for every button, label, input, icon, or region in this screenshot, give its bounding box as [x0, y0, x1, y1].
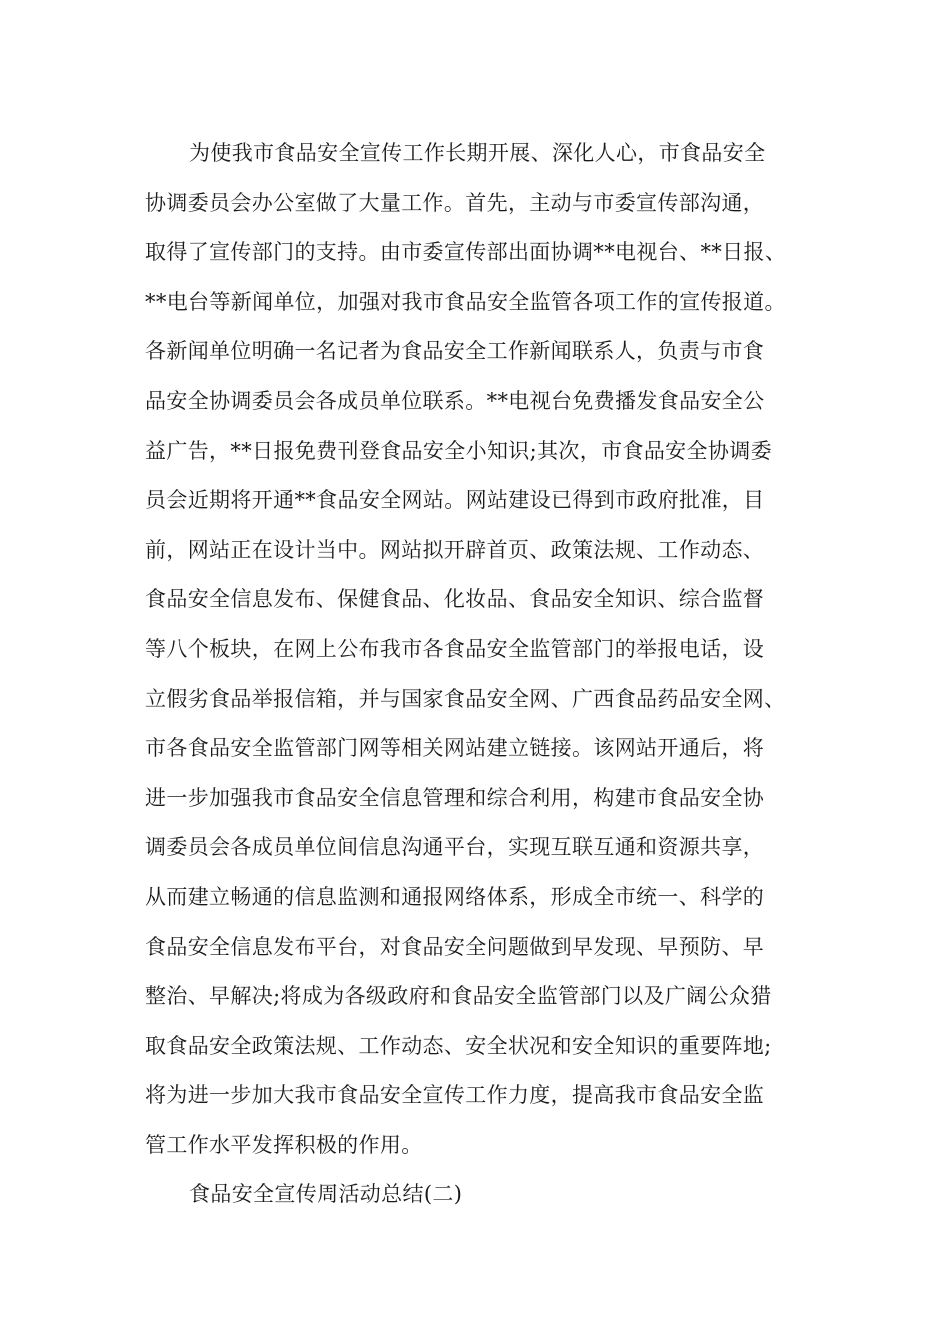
text-line: 将为进一步加大我市食品安全宣传工作力度，提高我市食品安全监 — [145, 1083, 765, 1108]
text-line: 市各食品安全监管部门网等相关网站建立链接。该网站开通后，将 — [145, 736, 765, 761]
section-heading: 食品安全宣传周活动总结(二) — [189, 1182, 463, 1207]
text-line: 整治、早解决;将成为各级政府和食品安全监管部门以及广阔公众猎 — [145, 984, 772, 1009]
text-line: 前，网站正在设计当中。网站拟开辟首页、政策法规、工作动态、 — [145, 537, 765, 562]
text-line: 协调委员会办公室做了大量工作。首先，主动与市委宣传部沟通， — [145, 190, 765, 215]
text-line: 品安全协调委员会各成员单位联系。**电视台免费播发食品安全公 — [145, 388, 765, 413]
paragraph-last-line: 管工作水平发挥积极的作用。 — [145, 1132, 423, 1157]
text-line: 调委员会各成员单位间信息沟通平台，实现互联互通和资源共享， — [145, 835, 765, 860]
text-line: 取食品安全政策法规、工作动态、安全状况和安全知识的重要阵地; — [145, 1033, 772, 1058]
text-line: 益广告，**日报免费刊登食品安全小知识;其次，市食品安全协调委 — [145, 438, 772, 463]
text-line: **电台等新闻单位，加强对我市食品安全监管各项工作的宣传报道。 — [145, 289, 786, 314]
text-line: 等八个板块，在网上公布我市各食品安全监管部门的举报电话，设 — [145, 636, 765, 661]
text-line: 从而建立畅通的信息监测和通报网络体系，形成全市统一、科学的 — [145, 884, 765, 909]
text-line: 进一步加强我市食品安全信息管理和综合利用，构建市食品安全协 — [145, 785, 765, 810]
paragraph-first-line: 为使我市食品安全宣传工作长期开展、深化人心，市食品安全 — [189, 141, 766, 165]
text-line: 取得了宣传部门的支持。由市委宣传部出面协调**电视台、**日报、 — [145, 240, 787, 265]
text-line: 食品安全信息发布、保健食品、化妆品、食品安全知识、综合监督 — [145, 587, 765, 612]
text-line: 各新闻单位明确一名记者为食品安全工作新闻联系人，负责与市食 — [145, 339, 765, 364]
text-line: 立假劣食品举报信箱，并与国家食品安全网、广西食品药品安全网、 — [145, 686, 786, 711]
body-text — [145, 134, 825, 1225]
text-line: 食品安全信息发布平台，对食品安全问题做到早发现、早预防、早 — [145, 934, 765, 959]
text-line: 员会近期将开通**食品安全网站。网站建设已得到市政府批准，目 — [145, 488, 765, 513]
